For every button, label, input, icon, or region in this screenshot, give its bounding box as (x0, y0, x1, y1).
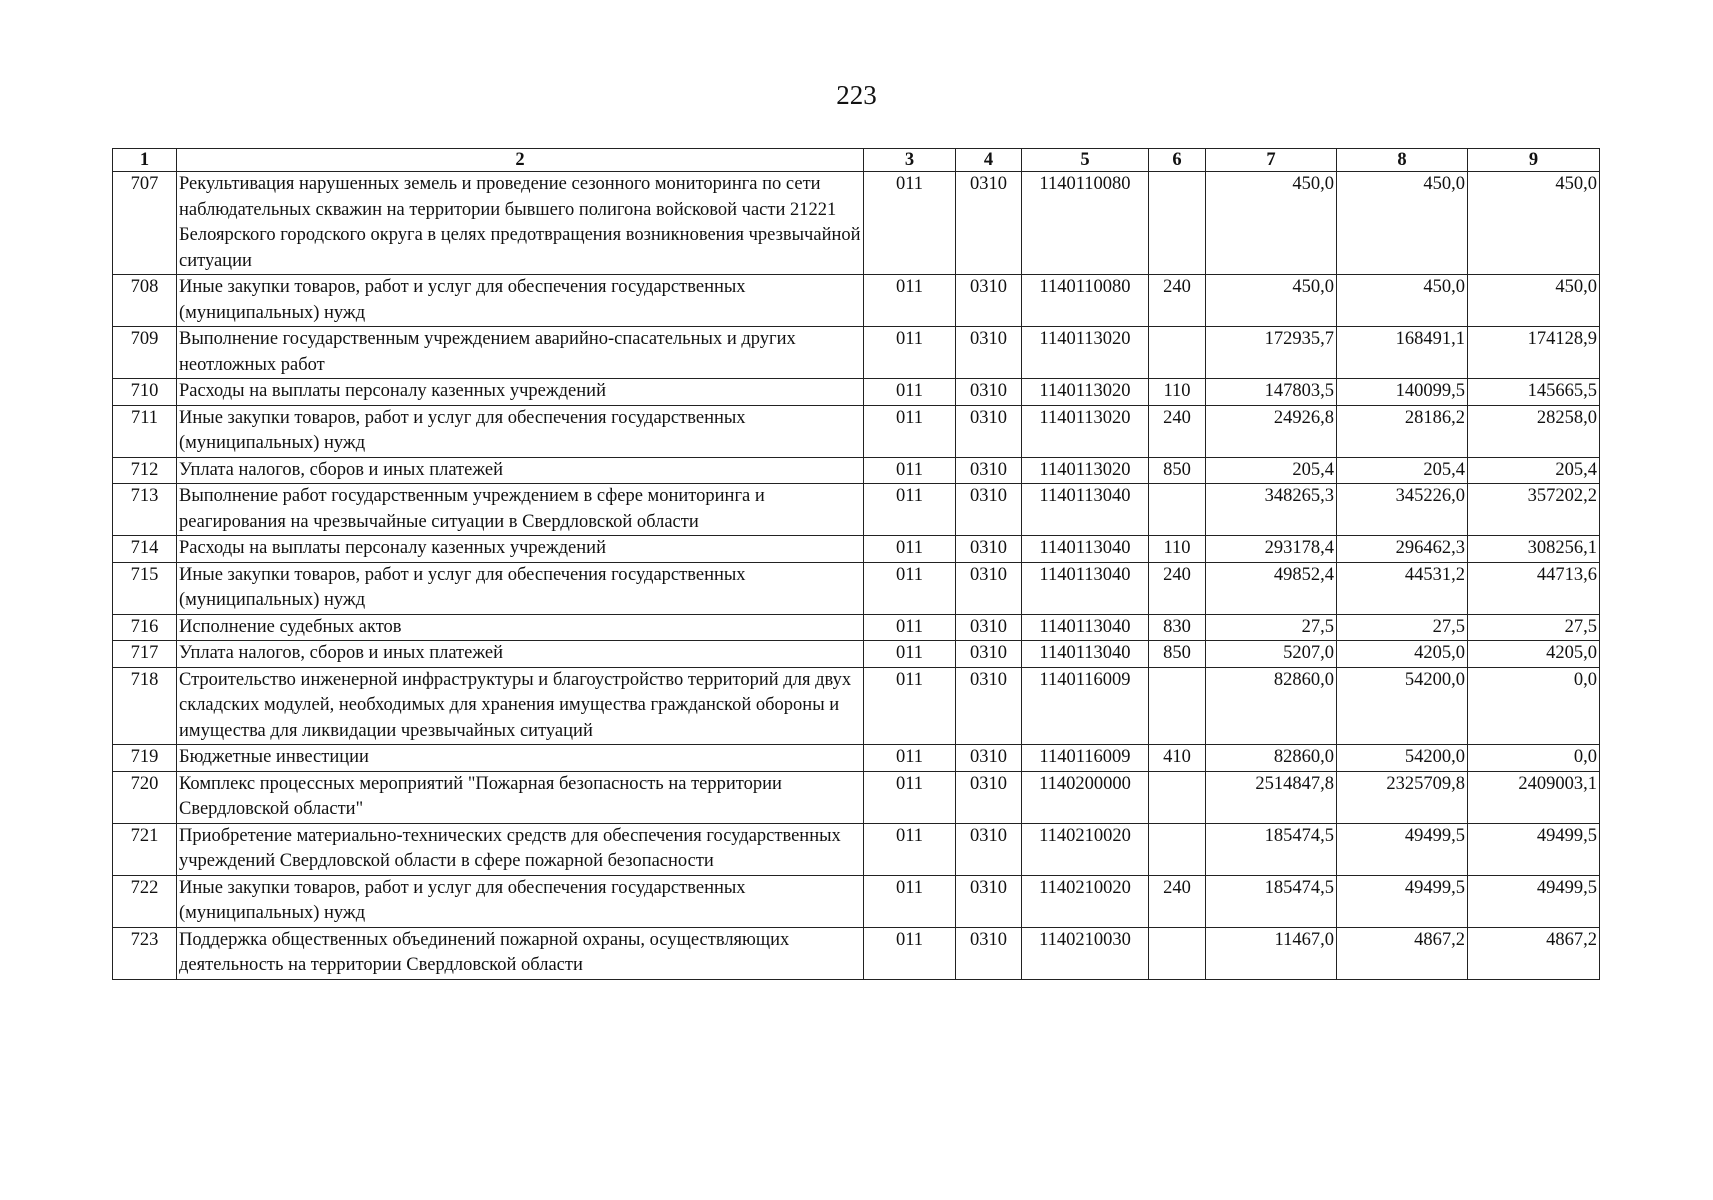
value-cell-8: 49499,5 (1337, 823, 1468, 875)
target-article-cell: 1140113020 (1022, 327, 1149, 379)
value-cell-7: 82860,0 (1206, 745, 1337, 772)
ministry-code-cell: 011 (864, 667, 956, 745)
ministry-code-cell: 011 (864, 405, 956, 457)
value-cell-9: 174128,9 (1468, 327, 1600, 379)
ministry-code-cell: 011 (864, 379, 956, 406)
header-cell: 7 (1206, 149, 1337, 172)
header-row (113, 149, 1600, 172)
expense-type-cell: 110 (1149, 379, 1206, 406)
value-cell-9: 0,0 (1468, 745, 1600, 772)
value-cell-7: 205,4 (1206, 457, 1337, 484)
row-number-cell: 708 (113, 275, 177, 327)
value-cell-7: 185474,5 (1206, 875, 1337, 927)
value-cell-8: 4205,0 (1337, 641, 1468, 668)
target-article-cell: 1140110080 (1022, 172, 1149, 275)
header-cell: 9 (1468, 149, 1600, 172)
section-code-cell: 0310 (956, 667, 1022, 745)
value-cell-9: 4205,0 (1468, 641, 1600, 668)
ministry-code-cell: 011 (864, 771, 956, 823)
row-name-cell: Строительство инженерной инфраструктуры и благоустройство территорий для двух складских модулей, необходимых для хранения имущества гражданской обороны и имущества для ликвидации чрезвычайных ситуаций (177, 667, 864, 745)
value-cell-8: 205,4 (1337, 457, 1468, 484)
row-number-cell: 707 (113, 172, 177, 275)
value-cell-8: 296462,3 (1337, 536, 1468, 563)
row-name-cell: Комплекс процессных мероприятий "Пожарная безопасность на территории Свердловской области" (177, 771, 864, 823)
row-name-cell: Расходы на выплаты персоналу казенных учреждений (177, 536, 864, 563)
value-cell-8: 2325709,8 (1337, 771, 1468, 823)
value-cell-7: 27,5 (1206, 614, 1337, 641)
value-cell-9: 44713,6 (1468, 562, 1600, 614)
header-cell: 6 (1149, 149, 1206, 172)
expense-type-cell: 850 (1149, 457, 1206, 484)
section-code-cell: 0310 (956, 457, 1022, 484)
target-article-cell: 1140113020 (1022, 379, 1149, 406)
table-row (113, 745, 1600, 772)
expense-type-cell: 240 (1149, 875, 1206, 927)
expense-type-cell (1149, 771, 1206, 823)
target-article-cell: 1140113020 (1022, 457, 1149, 484)
table-row (113, 536, 1600, 563)
expense-type-cell: 850 (1149, 641, 1206, 668)
value-cell-7: 172935,7 (1206, 327, 1337, 379)
target-article-cell: 1140116009 (1022, 745, 1149, 772)
table-row (113, 667, 1600, 745)
value-cell-9: 49499,5 (1468, 875, 1600, 927)
value-cell-8: 345226,0 (1337, 484, 1468, 536)
expense-type-cell (1149, 172, 1206, 275)
value-cell-8: 450,0 (1337, 172, 1468, 275)
value-cell-9: 450,0 (1468, 172, 1600, 275)
value-cell-7: 2514847,8 (1206, 771, 1337, 823)
row-name-cell: Иные закупки товаров, работ и услуг для обеспечения государственных (муниципальных) нужд (177, 562, 864, 614)
target-article-cell: 1140110080 (1022, 275, 1149, 327)
expense-type-cell: 240 (1149, 275, 1206, 327)
expense-type-cell: 110 (1149, 536, 1206, 563)
section-code-cell: 0310 (956, 562, 1022, 614)
expense-type-cell: 240 (1149, 405, 1206, 457)
value-cell-7: 11467,0 (1206, 927, 1337, 979)
expense-type-cell (1149, 327, 1206, 379)
target-article-cell: 1140113040 (1022, 562, 1149, 614)
row-number-cell: 721 (113, 823, 177, 875)
header-cell: 4 (956, 149, 1022, 172)
value-cell-9: 308256,1 (1468, 536, 1600, 563)
value-cell-9: 2409003,1 (1468, 771, 1600, 823)
section-code-cell: 0310 (956, 327, 1022, 379)
row-name-cell: Бюджетные инвестиции (177, 745, 864, 772)
table-row (113, 275, 1600, 327)
table-row (113, 379, 1600, 406)
value-cell-8: 44531,2 (1337, 562, 1468, 614)
row-name-cell: Выполнение работ государственным учреждением в сфере мониторинга и реагирования на чрезвычайные ситуации в Свердловской области (177, 484, 864, 536)
target-article-cell: 1140210030 (1022, 927, 1149, 979)
ministry-code-cell: 011 (864, 562, 956, 614)
ministry-code-cell: 011 (864, 823, 956, 875)
value-cell-9: 27,5 (1468, 614, 1600, 641)
ministry-code-cell: 011 (864, 327, 956, 379)
value-cell-8: 450,0 (1337, 275, 1468, 327)
table-row (113, 614, 1600, 641)
row-number-cell: 713 (113, 484, 177, 536)
value-cell-7: 82860,0 (1206, 667, 1337, 745)
row-number-cell: 711 (113, 405, 177, 457)
expense-type-cell (1149, 484, 1206, 536)
target-article-cell: 1140116009 (1022, 667, 1149, 745)
row-name-cell: Иные закупки товаров, работ и услуг для обеспечения государственных (муниципальных) нужд (177, 275, 864, 327)
table-row (113, 641, 1600, 668)
row-number-cell: 722 (113, 875, 177, 927)
header-cell: 5 (1022, 149, 1149, 172)
target-article-cell: 1140210020 (1022, 875, 1149, 927)
section-code-cell: 0310 (956, 275, 1022, 327)
value-cell-7: 293178,4 (1206, 536, 1337, 563)
ministry-code-cell: 011 (864, 927, 956, 979)
ministry-code-cell: 011 (864, 745, 956, 772)
section-code-cell: 0310 (956, 875, 1022, 927)
section-code-cell: 0310 (956, 641, 1022, 668)
budget-table (112, 148, 1600, 980)
row-name-cell: Рекультивация нарушенных земель и проведение сезонного мониторинга по сети наблюдательных скважин на территории бывшего полигона войсковой части 21221 Белоярского городского округа в целях предотвращения возникновения чрезвычайной ситуации (177, 172, 864, 275)
section-code-cell: 0310 (956, 614, 1022, 641)
value-cell-9: 0,0 (1468, 667, 1600, 745)
row-number-cell: 718 (113, 667, 177, 745)
row-name-cell: Иные закупки товаров, работ и услуг для обеспечения государственных (муниципальных) нужд (177, 875, 864, 927)
header-cell: 1 (113, 149, 177, 172)
row-number-cell: 715 (113, 562, 177, 614)
row-name-cell: Иные закупки товаров, работ и услуг для обеспечения государственных (муниципальных) нужд (177, 405, 864, 457)
value-cell-7: 147803,5 (1206, 379, 1337, 406)
value-cell-9: 49499,5 (1468, 823, 1600, 875)
section-code-cell: 0310 (956, 172, 1022, 275)
value-cell-7: 24926,8 (1206, 405, 1337, 457)
row-name-cell: Уплата налогов, сборов и иных платежей (177, 641, 864, 668)
table-row (113, 172, 1600, 275)
ministry-code-cell: 011 (864, 457, 956, 484)
row-name-cell: Уплата налогов, сборов и иных платежей (177, 457, 864, 484)
value-cell-9: 145665,5 (1468, 379, 1600, 406)
value-cell-7: 450,0 (1206, 275, 1337, 327)
table-row (113, 771, 1600, 823)
target-article-cell: 1140200000 (1022, 771, 1149, 823)
row-name-cell: Поддержка общественных объединений пожарной охраны, осуществляющих деятельность на территории Свердловской области (177, 927, 864, 979)
value-cell-8: 4867,2 (1337, 927, 1468, 979)
target-article-cell: 1140113020 (1022, 405, 1149, 457)
value-cell-9: 28258,0 (1468, 405, 1600, 457)
section-code-cell: 0310 (956, 745, 1022, 772)
value-cell-9: 4867,2 (1468, 927, 1600, 979)
expense-type-cell: 410 (1149, 745, 1206, 772)
table-row (113, 927, 1600, 979)
expense-type-cell (1149, 667, 1206, 745)
row-number-cell: 712 (113, 457, 177, 484)
row-number-cell: 720 (113, 771, 177, 823)
table-row (113, 562, 1600, 614)
expense-type-cell: 240 (1149, 562, 1206, 614)
value-cell-7: 5207,0 (1206, 641, 1337, 668)
value-cell-7: 348265,3 (1206, 484, 1337, 536)
row-number-cell: 723 (113, 927, 177, 979)
row-name-cell: Выполнение государственным учреждением аварийно-спасательных и других неотложных работ (177, 327, 864, 379)
row-number-cell: 714 (113, 536, 177, 563)
target-article-cell: 1140113040 (1022, 536, 1149, 563)
row-name-cell: Расходы на выплаты персоналу казенных учреждений (177, 379, 864, 406)
value-cell-9: 357202,2 (1468, 484, 1600, 536)
ministry-code-cell: 011 (864, 641, 956, 668)
value-cell-9: 205,4 (1468, 457, 1600, 484)
section-code-cell: 0310 (956, 927, 1022, 979)
row-number-cell: 716 (113, 614, 177, 641)
header-cell: 3 (864, 149, 956, 172)
target-article-cell: 1140113040 (1022, 641, 1149, 668)
section-code-cell: 0310 (956, 536, 1022, 563)
value-cell-8: 49499,5 (1337, 875, 1468, 927)
target-article-cell: 1140113040 (1022, 484, 1149, 536)
ministry-code-cell: 011 (864, 172, 956, 275)
value-cell-8: 27,5 (1337, 614, 1468, 641)
section-code-cell: 0310 (956, 405, 1022, 457)
value-cell-8: 168491,1 (1337, 327, 1468, 379)
table-row (113, 875, 1600, 927)
value-cell-7: 185474,5 (1206, 823, 1337, 875)
row-number-cell: 717 (113, 641, 177, 668)
ministry-code-cell: 011 (864, 275, 956, 327)
value-cell-8: 140099,5 (1337, 379, 1468, 406)
ministry-code-cell: 011 (864, 484, 956, 536)
row-name-cell: Исполнение судебных актов (177, 614, 864, 641)
value-cell-8: 28186,2 (1337, 405, 1468, 457)
row-number-cell: 709 (113, 327, 177, 379)
table-row (113, 327, 1600, 379)
ministry-code-cell: 011 (864, 536, 956, 563)
value-cell-8: 54200,0 (1337, 745, 1468, 772)
row-name-cell: Приобретение материально-технических средств для обеспечения государственных учреждений Свердловской области в сфере пожарной безопасности (177, 823, 864, 875)
table-row (113, 405, 1600, 457)
header-cell: 2 (177, 149, 864, 172)
value-cell-8: 54200,0 (1337, 667, 1468, 745)
expense-type-cell: 830 (1149, 614, 1206, 641)
table-row (113, 484, 1600, 536)
section-code-cell: 0310 (956, 379, 1022, 406)
value-cell-7: 49852,4 (1206, 562, 1337, 614)
target-article-cell: 1140113040 (1022, 614, 1149, 641)
section-code-cell: 0310 (956, 484, 1022, 536)
header-cell: 8 (1337, 149, 1468, 172)
table-body (113, 172, 1600, 980)
expense-type-cell (1149, 823, 1206, 875)
section-code-cell: 0310 (956, 823, 1022, 875)
expense-type-cell (1149, 927, 1206, 979)
row-number-cell: 710 (113, 379, 177, 406)
target-article-cell: 1140210020 (1022, 823, 1149, 875)
value-cell-7: 450,0 (1206, 172, 1337, 275)
row-number-cell: 719 (113, 745, 177, 772)
ministry-code-cell: 011 (864, 875, 956, 927)
page-number: 223 (836, 80, 877, 110)
table-row (113, 457, 1600, 484)
table-row (113, 823, 1600, 875)
value-cell-9: 450,0 (1468, 275, 1600, 327)
ministry-code-cell: 011 (864, 614, 956, 641)
section-code-cell: 0310 (956, 771, 1022, 823)
